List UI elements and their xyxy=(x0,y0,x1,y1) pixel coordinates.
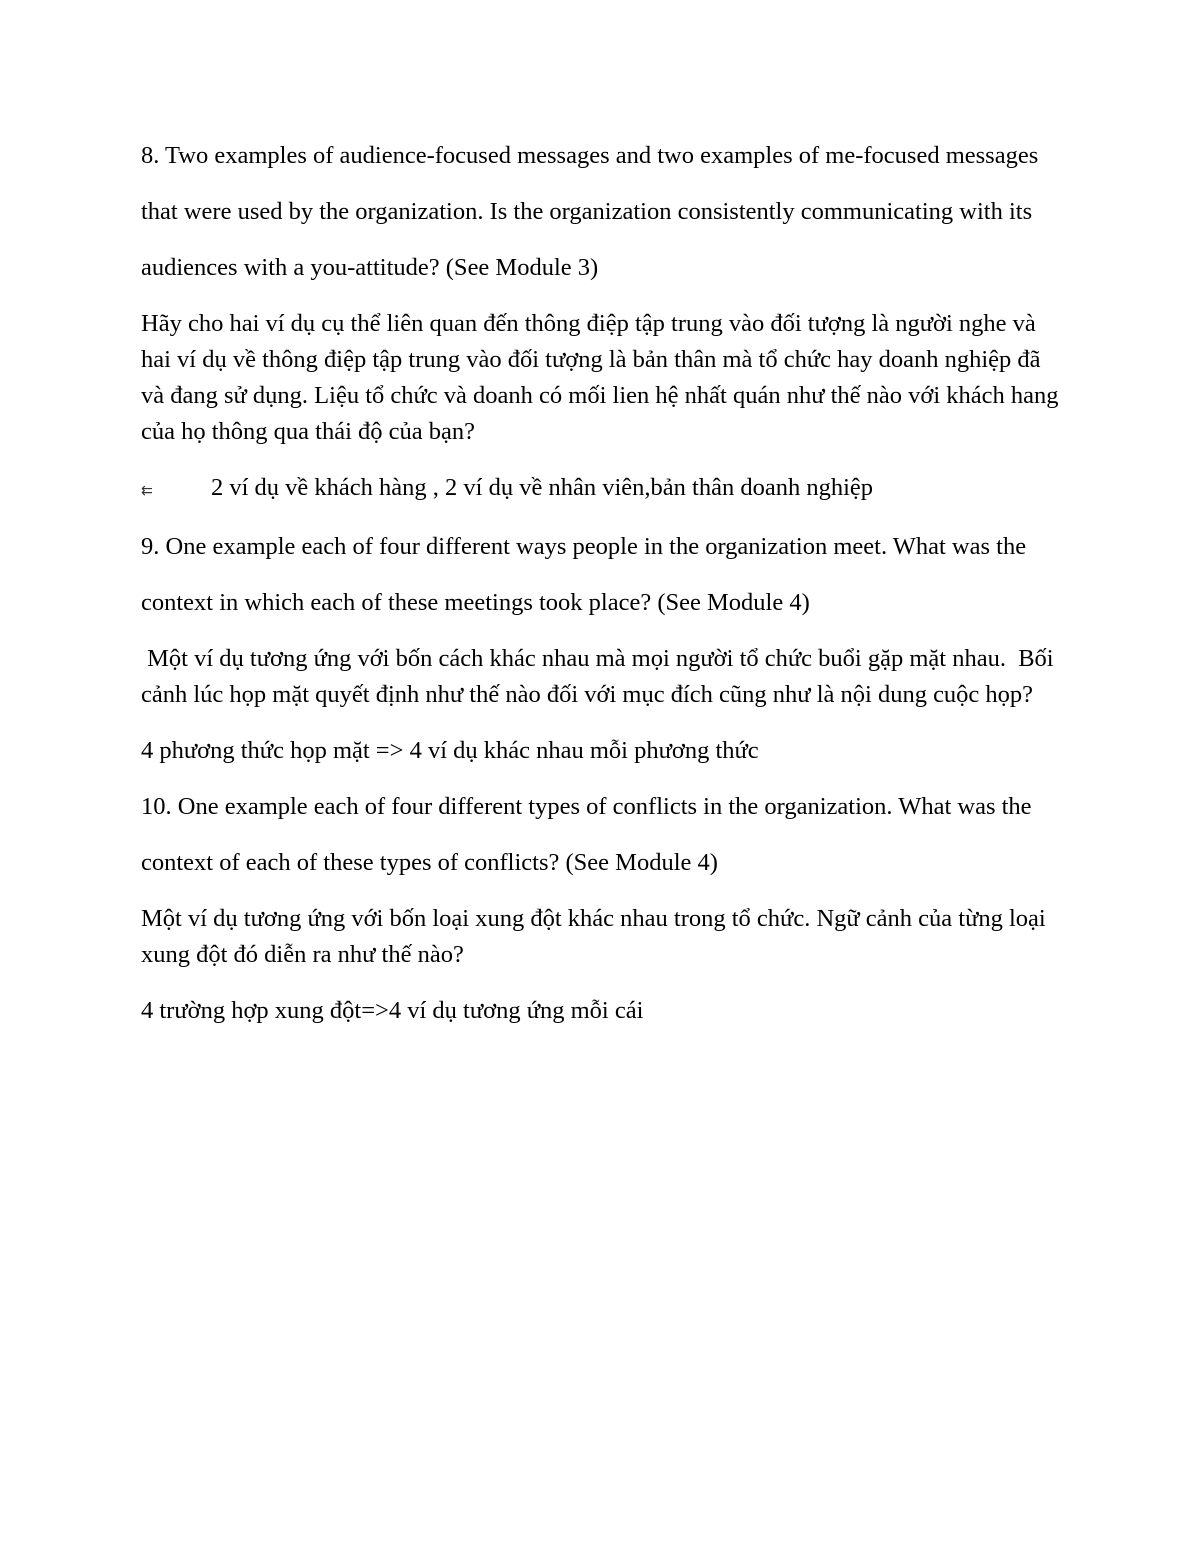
document-body xyxy=(141,138,1061,1049)
question-9-line-2: context in which each of these meetings took place? (See Module 4) xyxy=(141,589,810,616)
question-8-line-3: audiences with a you-attitude? (See Module 3) xyxy=(141,254,599,281)
question-10-line-2: context of each of these types of conflicts? (See Module 4) xyxy=(141,849,718,876)
question-10-answer: 4 trường hợp xung đột=>4 ví dụ tương ứng mỗi cái xyxy=(141,997,644,1024)
question-10-translation: Một ví dụ tương ứng với bốn loại xung đột khác nhau trong tổ chức. Ngữ cảnh của từng loại xung đột đó diễn ra như thế nào? xyxy=(141,905,1046,968)
question-8-translation: Hãy cho hai ví dụ cụ thể liên quan đến thông điệp tập trung vào đối tượng là người nghe và hai ví dụ về thông điệp tập trung vào đối tượng là bản thân mà tổ chức hay doanh nghiệp đã và đang sử dụng. Liệu tổ chức và doanh có mối lien hệ nhất quán như thế nào với khách hang của họ thông qua thái độ của bạn? xyxy=(141,310,1059,445)
bullet-glyph: ⇇ xyxy=(141,483,153,499)
question-8-line-2: that were used by the organization. Is the organization consistently communicating with its xyxy=(141,198,1033,225)
question-9-translation: Một ví dụ tương ứng với bốn cách khác nhau mà mọi người tổ chức buổi gặp mặt nhau. Bối cảnh lúc họp mặt quyết định như thế nào đối với mục đích cũng như là nội dung cuộc họp? xyxy=(141,645,1060,708)
bullet-item xyxy=(141,470,1061,509)
bullet-text: 2 ví dụ về khách hàng , 2 ví dụ về nhân viên,bản thân doanh nghiệp xyxy=(211,474,874,501)
question-9-answer: 4 phương thức họp mặt => 4 ví dụ khác nhau mỗi phương thức xyxy=(141,737,759,764)
question-10-line-1: 10. One example each of four different types of conflicts in the organization. What was the xyxy=(141,793,1032,820)
question-8-line-1: 8. Two examples of audience-focused messages and two examples of me-focused messages xyxy=(141,142,1039,169)
question-9-line-1: 9. One example each of four different ways people in the organization meet. What was the xyxy=(141,533,1027,560)
